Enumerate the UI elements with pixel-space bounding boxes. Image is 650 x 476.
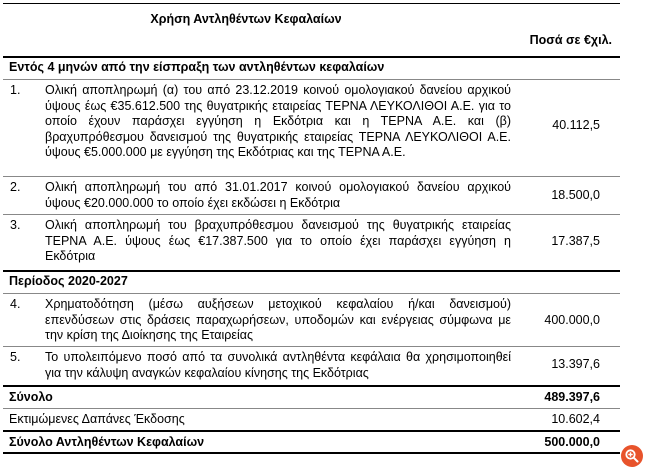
row-value: 18.500,0 [551,188,600,202]
row-value: 17.387,5 [551,234,600,248]
table-row [3,79,620,176]
grand-total-row [3,430,620,454]
row-description: Ολική αποπληρωμή (α) του από 23.12.2019 κοινού ομολογιακού δανείου αρχικού ύψους έως €35.612.500 της θυγατρικής εταιρείας ΤΕΡΝΑ ΛΕΥΚΟΛΙΘΟΙ Α.Ε. για το οποίο έχουν παράσχει εγγύηση η Εκδότρια και η ΤΕΡΝΑ Α.Ε. και (β) βραχυπρόθεσμου δανεισμού της θυγατρικής εταιρείας ΤΕΡΝΑ ΛΕΥΚΟΛΙΘΟΙ Α.Ε. ύψους €5.000.000 με εγγύηση της Εκδότριας και της ΤΕΡΝΑ Α.Ε. [45,83,511,160]
table-row [3,346,620,385]
grand-total-value: 500.000,0 [544,435,600,449]
expenses-value: 10.602,4 [551,412,600,426]
table-title: Χρήση Αντληθέντων Κεφαλαίων [150,12,342,26]
magnifier-icon [621,445,643,467]
expenses-row [3,408,620,430]
row-description: Το υπολειπόμενο ποσό από τα συνολικά αντληθέντα κεφάλαια θα χρησιμοποιηθεί για την κάλυψη αναγκών κεφαλαίου κίνησης της Εκδότριας [45,350,511,380]
table-row [3,176,620,214]
total-value: 489.397,6 [544,390,600,404]
total-row [3,385,620,408]
row-number: 3. [10,218,21,232]
expenses-label: Εκτιμώμενες Δαπάνες Έκδοσης [9,412,185,426]
table-row [3,214,620,270]
row-value: 13.397,6 [551,357,600,371]
row-description: Ολική αποπληρωμή του από 31.01.2017 κοινού ομολογιακού δανείου αρχικού ύψους €20.000.000 το οποίο έχει εκδώσει η Εκδότρια [45,180,511,210]
table-row [3,293,620,346]
section-header-second [3,270,620,293]
section-header-first [3,56,620,79]
amount-column-header: Ποσά σε €χιλ. [529,33,612,47]
row-value: 40.112,5 [552,118,600,132]
table-header [3,3,620,47]
row-number: 2. [10,180,21,194]
row-number: 4. [10,297,21,311]
grand-total-label: Σύνολο Αντληθέντων Κεφαλαίων [9,435,205,449]
total-label: Σύνολο [9,390,53,404]
use-of-proceeds-table [3,3,620,454]
row-description: Χρηματοδότηση (μέσω αυξήσεων μετοχικού κεφαλαίου ή/και δανεισμού) επενδύσεων στις δράσεις παραχωρήσεων, υποδομών και ενέργειας σύμφωνα με την κρίση της Διοίκησης της Εταιρείας [45,297,511,343]
row-number: 1. [10,83,21,97]
row-value: 400.000,0 [544,313,600,327]
zoom-icon[interactable] [621,445,643,467]
row-number: 5. [10,350,21,364]
section-label: Περίοδος 2020-2027 [9,274,128,288]
row-description: Ολική αποπληρωμή του βραχυπρόθεσμου δανεισμού της θυγατρικής εταιρείας ΤΕΡΝΑ Α.Ε. ύψους έως €17.387.500 για το οποίο έχει παράσχει εγγύηση η Εκδότρια [45,218,511,264]
section-label: Εντός 4 μηνών από την είσπραξη των αντληθέντων κεφαλαίων [9,60,385,74]
